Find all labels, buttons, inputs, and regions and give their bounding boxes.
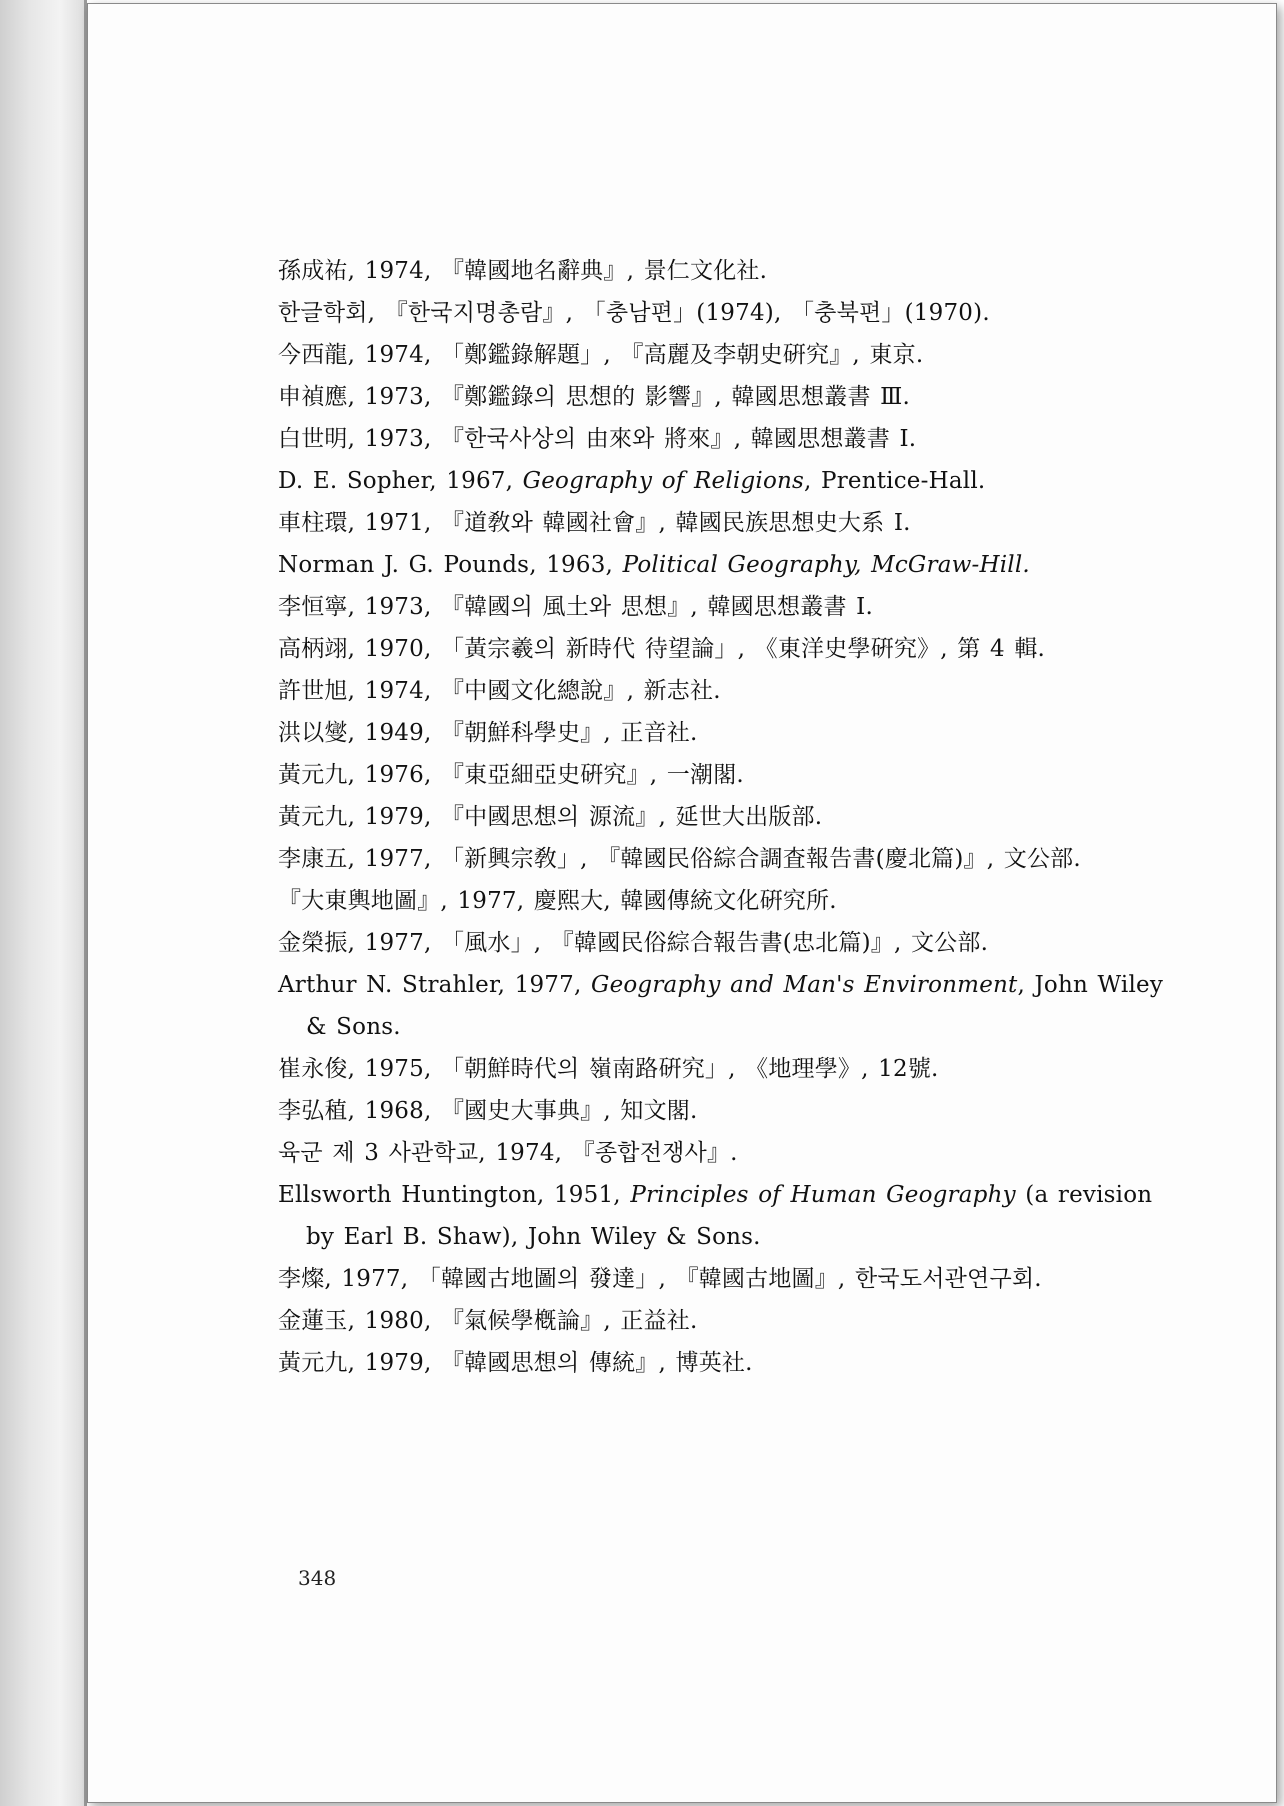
- reference-item: [278, 292, 1188, 334]
- reference-item: [278, 250, 1188, 292]
- reference-text: D. E. Sopher, 1967,: [278, 468, 523, 494]
- reference-item: [278, 544, 1188, 586]
- reference-text: 李康五, 1977, 「新興宗敎」, 『韓國民俗綜合調査報告書(慶北篇)』, 文公部.: [278, 846, 1081, 872]
- book-page: [87, 3, 1277, 1803]
- reference-item: [278, 376, 1188, 418]
- reference-text: 金榮振, 1977, 「風水」, 『韓國民俗綜合報告書(忠北篇)』, 文公部.: [278, 930, 989, 956]
- reference-text-tail: , Prentice-Hall.: [804, 468, 986, 494]
- reference-text: 黃元九, 1979, 『韓國思想의 傳統』, 博英社.: [278, 1350, 753, 1376]
- reference-item: [278, 1132, 1188, 1174]
- reference-text: 申禎應, 1973, 『鄭鑑錄의 思想的 影響』, 韓國思想叢書 Ⅲ.: [278, 384, 911, 410]
- reference-item: [278, 502, 1188, 544]
- reference-text: 李弘稙, 1968, 『國史大事典』, 知文閣.: [278, 1098, 698, 1124]
- reference-item: [278, 670, 1188, 712]
- reference-text: 한글학회, 『한국지명총람』, 「충남편」(1974), 「충북편」(1970).: [278, 300, 990, 326]
- reference-text: 車柱環, 1971, 『道敎와 韓國社會』, 韓國民族思想史大系 Ⅰ.: [278, 510, 911, 536]
- reference-item: [278, 586, 1188, 628]
- reference-text: 『大東輿地圖』, 1977, 慶熙大, 韓國傳統文化硏究所.: [278, 888, 837, 914]
- reference-text: 許世旭, 1974, 『中國文化總說』, 新志社.: [278, 678, 721, 704]
- reference-text: 李燦, 1977, 「韓國古地圖의 發達」, 『韓國古地圖』, 한국도서관연구회.: [278, 1266, 1042, 1292]
- reference-item: [278, 1090, 1188, 1132]
- reference-item: [278, 460, 1188, 502]
- reference-text-tail: , John Wiley & Sons.: [306, 972, 1164, 1040]
- reference-item: [278, 796, 1188, 838]
- reference-item: [278, 838, 1188, 880]
- reference-title-italic: Political Geography, McGraw-Hill.: [622, 552, 1030, 578]
- reference-text: 洪以燮, 1949, 『朝鮮科學史』, 正音社.: [278, 720, 698, 746]
- reference-list: [278, 250, 1188, 1384]
- reference-item: [278, 1300, 1188, 1342]
- reference-item: [278, 418, 1188, 460]
- reference-text: Arthur N. Strahler, 1977,: [278, 972, 591, 998]
- reference-text: Norman J. G. Pounds, 1963,: [278, 552, 623, 578]
- reference-text: 黃元九, 1979, 『中國思想의 源流』, 延世大出版部.: [278, 804, 823, 830]
- reference-item: [278, 1342, 1188, 1384]
- reference-text: 金蓮玉, 1980, 『氣候學槪論』, 正益社.: [278, 1308, 698, 1334]
- reference-text-tail: (a revision by Earl B. Shaw), John Wiley & Sons.: [306, 1182, 1153, 1250]
- reference-item: [278, 880, 1188, 922]
- reference-item: [278, 712, 1188, 754]
- reference-text: 육군 제 3 사관학교, 1974, 『종합전쟁사』.: [278, 1140, 738, 1166]
- reference-item: [278, 1048, 1188, 1090]
- reference-text: 李恒寧, 1973, 『韓國의 風土와 思想』, 韓國思想叢書 Ⅰ.: [278, 594, 873, 620]
- reference-item: [278, 922, 1188, 964]
- reference-item: [278, 1258, 1188, 1300]
- reference-text: Ellsworth Huntington, 1951,: [278, 1182, 631, 1208]
- reference-item: [278, 964, 1188, 1048]
- reference-title-italic: Geography and Man's Environment: [591, 972, 1018, 998]
- reference-item: [278, 334, 1188, 376]
- reference-text: 崔永俊, 1975, 「朝鮮時代의 嶺南路硏究」, 《地理學》, 12號.: [278, 1056, 939, 1082]
- reference-item: [278, 754, 1188, 796]
- reference-text: 今西龍, 1974, 「鄭鑑錄解題」, 『高麗及李朝史硏究』, 東京.: [278, 342, 924, 368]
- reference-text: 白世明, 1973, 『한국사상의 由來와 將來』, 韓國思想叢書 Ⅰ.: [278, 426, 917, 452]
- page-number: 348: [298, 1566, 337, 1590]
- reference-text: 黃元九, 1976, 『東亞細亞史硏究』, 一潮閣.: [278, 762, 744, 788]
- reference-title-italic: Principles of Human Geography: [630, 1182, 1016, 1208]
- reference-item: [278, 1174, 1188, 1258]
- reference-text: 孫成祐, 1974, 『韓國地名辭典』, 景仁文化社.: [278, 258, 768, 284]
- book-spine: [0, 0, 86, 1806]
- reference-text: 高柄翊, 1970, 「黃宗羲의 新時代 待望論」, 《東洋史學硏究》, 第 4 輯.: [278, 636, 1046, 662]
- reference-item: [278, 628, 1188, 670]
- reference-title-italic: Geography of Religions: [522, 468, 805, 494]
